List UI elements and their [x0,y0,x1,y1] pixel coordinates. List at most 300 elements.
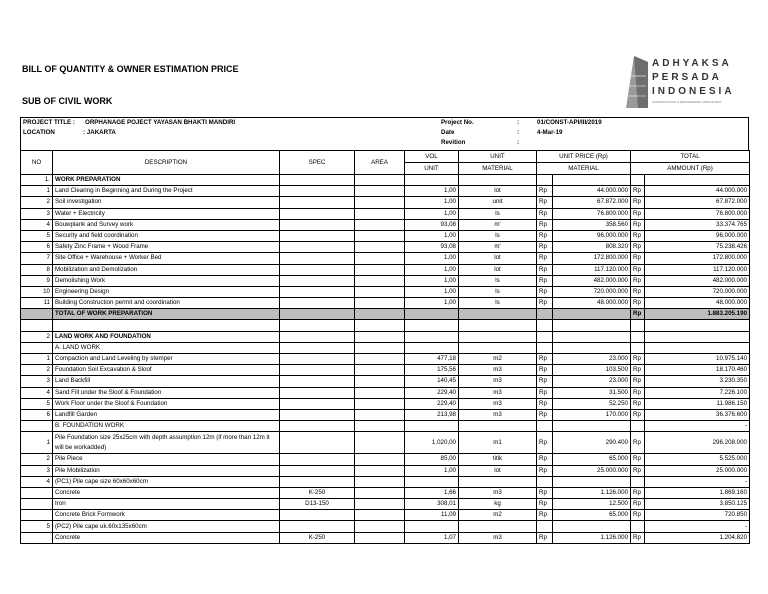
row-area [355,476,405,487]
row-price [553,309,631,320]
table-row [21,409,750,420]
location-label: LOCATION [23,129,55,136]
row-spec [280,197,355,208]
row-area [355,219,405,230]
row-price: 358.560 [553,219,631,230]
row-currency-total [631,521,645,532]
row-price: 96.000.000 [553,230,631,241]
row-spec [280,242,355,253]
row-total: 1.869.160 [645,487,750,498]
row-total: 7.226.100 [645,387,750,398]
row-currency-total: Rp [631,208,645,219]
row-currency: Rp [537,298,553,309]
row-price [553,421,631,432]
header-vol-unit: UNIT [405,163,459,175]
row-price: 48.000.000 [553,298,631,309]
row-no [21,487,53,498]
row-no: 8 [21,264,53,275]
table-row [21,253,750,264]
row-unit: lot [459,186,537,197]
row-total: 172.800.000 [645,253,750,264]
row-price: 1.126.000 [553,487,631,498]
row-description: Concrete [53,532,280,543]
row-vol: 308,01 [405,499,459,510]
row-currency-total: Rp [631,398,645,409]
row-currency: Rp [537,197,553,208]
row-no: 3 [21,465,53,476]
header-area: AREA [355,151,405,175]
header-unit-price: UNIT PRICE (Rp) [537,151,631,163]
row-currency [537,331,553,342]
row-currency: Rp [537,253,553,264]
table-row [21,432,750,454]
row-unit: m3 [459,365,537,376]
row-currency: Rp [537,409,553,420]
row-total: 1.204.820 [645,532,750,543]
row-currency: Rp [537,387,553,398]
header-spec: SPEC [280,151,355,175]
row-currency: Rp [537,219,553,230]
total-row [21,309,750,320]
row-currency-total: Rp [631,264,645,275]
row-vol: 1,66 [405,487,459,498]
project-info [20,117,749,150]
row-currency: Rp [537,532,553,543]
row-vol: 1.020,00 [405,432,459,454]
row-vol: 93,08 [405,242,459,253]
row-vol: 1,07 [405,532,459,543]
date-label: Date [441,129,455,136]
row-area [355,365,405,376]
logo-line-1: ADHYAKSA [652,58,732,69]
row-vol: 1,00 [405,230,459,241]
row-spec [280,510,355,521]
row-price: 290.400 [553,432,631,454]
row-spec [280,264,355,275]
company-logo [624,56,744,108]
row-currency [537,320,553,331]
row-no: 1. [21,175,53,186]
row-vol: 11,09 [405,510,459,521]
table-row [21,264,750,275]
revition-colon: : [517,139,520,146]
row-area [355,275,405,286]
row-spec [280,286,355,297]
row-area [355,487,405,498]
row-vol [405,331,459,342]
row-no: 6 [21,242,53,253]
row-total: 720.000.000 [645,286,750,297]
row-description: Compaction and Land Leveling by stemper [53,354,280,365]
row-area [355,309,405,320]
row-area [355,242,405,253]
row-unit: m3 [459,532,537,543]
row-unit: m1 [459,432,537,454]
row-price: 808.320 [553,242,631,253]
row-total: 18.170.460 [645,365,750,376]
row-price: 482.000.000 [553,275,631,286]
row-currency-total: Rp [631,432,645,454]
row-currency: Rp [537,454,553,465]
row-description: Security and field coordination [53,230,280,241]
row-unit: lot [459,465,537,476]
row-currency-total: Rp [631,242,645,253]
row-no: 9 [21,275,53,286]
row-description [53,320,280,331]
subsection-row [21,421,750,432]
row-currency-total: Rp [631,253,645,264]
row-no: 5 [21,398,53,409]
row-total: 96.000.000 [645,230,750,241]
row-description: Work Floor under the Sloof & Foundation [53,398,280,409]
row-spec [280,354,355,365]
row-total: 117.120.000 [645,264,750,275]
row-description: Water + Electricity [53,208,280,219]
row-total [645,342,750,353]
row-unit [459,175,537,186]
row-total: 720.850 [645,510,750,521]
boq-table [20,150,750,544]
row-area [355,409,405,420]
row-currency [537,421,553,432]
table-row [21,365,750,376]
row-spec: K-250 [280,532,355,543]
row-no [21,342,53,353]
row-unit: m3 [459,387,537,398]
row-area [355,499,405,510]
row-unit [459,421,537,432]
row-area [355,253,405,264]
row-vol [405,309,459,320]
table-row [21,487,750,498]
row-no: 4 [21,387,53,398]
row-vol [405,320,459,331]
row-vol: 1,00 [405,208,459,219]
row-no: 2 [21,331,53,342]
row-area [355,376,405,387]
table-row [21,286,750,297]
table-row [21,521,750,532]
row-price: 1.126.000 [553,532,631,543]
project-no-label: Project No. [441,119,474,126]
row-price: 67.872.000 [553,197,631,208]
row-currency: Rp [537,242,553,253]
row-vol: 1,00 [405,264,459,275]
row-vol [405,521,459,532]
row-vol: 1,00 [405,186,459,197]
row-total: - [645,521,750,532]
row-description: Iron [53,499,280,510]
row-area [355,421,405,432]
row-area [355,432,405,454]
row-total: 75.238.426 [645,242,750,253]
row-spec: D13-150 [280,499,355,510]
row-no: 6 [21,409,53,420]
row-unit: m3 [459,398,537,409]
table-row [21,219,750,230]
project-no-value: 01/CONST-API/III/2019 [537,119,602,126]
row-area [355,230,405,241]
table-row [21,376,750,387]
row-spec [280,309,355,320]
row-total: 67.872.000 [645,197,750,208]
row-unit: kg [459,499,537,510]
row-vol: 229,40 [405,387,459,398]
row-unit: ls [459,208,537,219]
row-vol: 213,98 [405,409,459,420]
row-spec [280,376,355,387]
table-row [21,510,750,521]
building-logo-icon [624,56,650,108]
row-currency: Rp [537,510,553,521]
project-no-colon: : [517,119,520,126]
row-currency [537,521,553,532]
row-unit: m2 [459,510,537,521]
row-currency: Rp [537,354,553,365]
row-currency: Rp [537,208,553,219]
table-row [21,476,750,487]
row-unit: m3 [459,409,537,420]
row-area [355,331,405,342]
row-no [21,499,53,510]
row-currency-total: Rp [631,219,645,230]
row-unit [459,342,537,353]
row-unit [459,331,537,342]
row-spec [280,230,355,241]
row-currency-total: Rp [631,487,645,498]
row-spec [280,398,355,409]
row-description: (PC1) Pile cape size 60x60x60cm [53,476,280,487]
row-unit: ls [459,298,537,309]
row-currency: Rp [537,264,553,275]
row-spec [280,186,355,197]
row-description: TOTAL OF WORK PREPARATION [53,309,280,320]
row-unit: lot [459,253,537,264]
row-total: 5.525.000 [645,454,750,465]
row-area [355,454,405,465]
header-description: DESCRIPTION [53,151,280,175]
row-vol [405,342,459,353]
row-price: 65.000 [553,510,631,521]
row-spec [280,465,355,476]
row-unit [459,320,537,331]
row-currency: Rp [537,286,553,297]
row-currency-total [631,342,645,353]
row-spec [280,421,355,432]
row-spec [280,253,355,264]
row-price: 65.000 [553,454,631,465]
row-price: 23.000 [553,376,631,387]
row-no: 2 [21,454,53,465]
row-vol: 1,00 [405,197,459,208]
row-description: Foundation Soil Excavation & Sloof [53,365,280,376]
boq-body [21,175,750,544]
row-vol: 175,56 [405,365,459,376]
row-total: 76.800.000 [645,208,750,219]
row-description: Pile Piece [53,454,280,465]
row-currency-total: Rp [631,454,645,465]
row-currency-total: Rp [631,532,645,543]
row-description: Safety Zinc Frame + Wood Frame [53,242,280,253]
row-unit: m' [459,219,537,230]
row-description: Site Office + Warehouse + Worker Bed [53,253,280,264]
row-price: 44.000.000 [553,186,631,197]
row-description: LAND WORK AND FOUNDATION [53,331,280,342]
table-header-row [21,151,750,163]
table-row [21,298,750,309]
row-spec [280,320,355,331]
table-row [21,398,750,409]
row-spec [280,342,355,353]
row-spec: K-250 [280,487,355,498]
row-description: Pile Mobilization [53,465,280,476]
table-row [21,186,750,197]
row-vol [405,175,459,186]
row-description: Soil investigation [53,197,280,208]
row-no: 1 [21,186,53,197]
row-currency-total [631,331,645,342]
row-price [553,521,631,532]
logo-line-2: PERSADA [652,72,722,83]
row-spec [280,219,355,230]
table-row [21,499,750,510]
row-unit: ls [459,286,537,297]
row-price: 76.800.000 [553,208,631,219]
row-vol: 93,08 [405,219,459,230]
header-price-material: MATERIAL [537,163,631,175]
row-description: Mobilization and Demolization [53,264,280,275]
row-currency-total: Rp [631,230,645,241]
row-total: 25.000.000 [645,465,750,476]
row-vol: 1,00 [405,298,459,309]
row-currency: Rp [537,465,553,476]
row-unit: titik [459,454,537,465]
row-area [355,510,405,521]
row-price: 170.000 [553,409,631,420]
row-description: Pile Foundation size 25x25cm with depth assumption 12m (if more than 12m it will be workadded) [53,432,280,454]
row-unit [459,521,537,532]
row-currency: Rp [537,230,553,241]
row-spec [280,521,355,532]
row-spec [280,275,355,286]
row-total: 482.000.000 [645,275,750,286]
row-total: 3.850.125 [645,499,750,510]
row-currency: Rp [537,365,553,376]
row-currency-total: Rp [631,510,645,521]
header-total-amount: AMMOUNT (Rp) [631,163,750,175]
row-currency-total [631,476,645,487]
table-row [21,532,750,543]
table-row [21,242,750,253]
row-description: Bouwplank and Survey work [53,219,280,230]
row-total [645,320,750,331]
row-spec [280,208,355,219]
row-area [355,398,405,409]
row-area [355,175,405,186]
row-description: B. FOUNDATION WORK [53,421,280,432]
row-total: 11.986.150 [645,398,750,409]
row-no: 5 [21,521,53,532]
header-total: TOTAL [631,151,750,163]
row-no: 5 [21,230,53,241]
row-no: 2 [21,197,53,208]
date-colon: : [517,129,520,136]
logo-tagline: CONSTRUCTION & ENGINEERING CONSULTANT [652,100,722,104]
row-currency-total: Rp [631,197,645,208]
header-unit-material: MATERIAL [459,163,537,175]
row-no: 3 [21,208,53,219]
row-area [355,465,405,476]
row-currency-total [631,421,645,432]
row-no [21,309,53,320]
row-area [355,186,405,197]
row-currency-total: Rp [631,376,645,387]
row-price [553,320,631,331]
row-description: Concrete [53,487,280,498]
row-spec [280,476,355,487]
location-value: : JAKARTA [83,129,116,136]
row-unit: ls [459,230,537,241]
row-unit [459,476,537,487]
row-currency-total: Rp [631,275,645,286]
row-vol: 1,00 [405,275,459,286]
row-currency [537,175,553,186]
table-row [21,354,750,365]
row-currency-total: Rp [631,365,645,376]
row-currency-total [631,320,645,331]
row-description: A. LAND WORK [53,342,280,353]
row-total: - [645,421,750,432]
row-no: 1 [21,354,53,365]
row-description: WORK PREPARATION [53,175,280,186]
row-area [355,286,405,297]
section-row [21,331,750,342]
header-no: NO [21,151,53,175]
row-price: 103.500 [553,365,631,376]
row-description: (PC2) Pile cape uk.60x135x60cm [53,521,280,532]
row-area [355,208,405,219]
row-no: 3 [21,376,53,387]
row-price [553,175,631,186]
row-total: 44.000.000 [645,186,750,197]
row-no: 2 [21,365,53,376]
row-total [645,175,750,186]
row-price [553,476,631,487]
row-unit: lot [459,264,537,275]
row-area [355,387,405,398]
row-area [355,532,405,543]
row-total: 33.374.765 [645,219,750,230]
row-description: Engineering Design [53,286,280,297]
row-currency: Rp [537,376,553,387]
row-unit: m3 [459,487,537,498]
date-value: 4-Mar-19 [537,129,563,136]
row-area [355,197,405,208]
header-unit: UNIT [459,151,537,163]
table-row [21,197,750,208]
row-no [21,510,53,521]
row-no [21,421,53,432]
row-vol: 477,18 [405,354,459,365]
row-price: 31.500 [553,387,631,398]
row-unit: m3 [459,376,537,387]
row-currency: Rp [537,186,553,197]
row-area [355,298,405,309]
row-area [355,264,405,275]
row-currency-total: Rp [631,309,645,320]
row-currency-total: Rp [631,354,645,365]
row-currency: Rp [537,487,553,498]
